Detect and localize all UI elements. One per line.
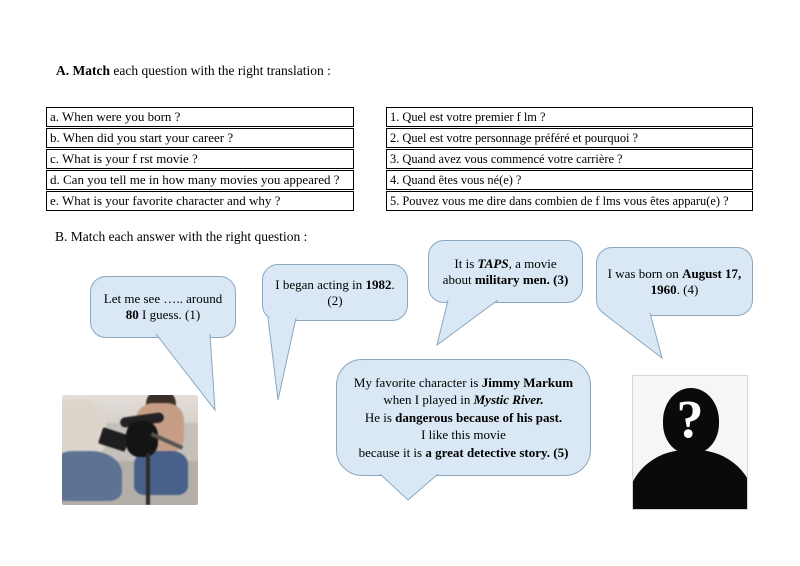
section-a-title [56,63,331,79]
bubble-5-tail [372,474,447,506]
section-a-title-rest: each question with the right translation : [110,63,331,78]
anonymous-silhouette-image [632,375,748,510]
speech-bubble-answer-2 [262,264,408,321]
bubble-2-text: I began acting in 1982. (2) [275,276,395,308]
speech-bubble-answer-5 [336,359,591,476]
question-mark-icon: ? [676,389,704,449]
translation-row-2: 2. Quel est votre personnage préféré et pourquoi ? [386,128,753,148]
bubble-4-text: I was born on August 17, 1960. (4) [607,265,742,297]
questions-table [46,107,354,212]
bubble-3-tail [425,300,505,348]
translations-table [386,107,753,212]
interviewee-jeans [134,451,188,495]
question-row-e: e. What is your favorite character and why ? [46,191,354,211]
bubble-2-tail [258,318,308,404]
bubble-3-line-2: about military men. (3) [442,271,569,287]
question-row-a: a. When were you born ? [46,107,354,127]
translation-row-3: 3. Quand avez vous commencé votre carrière ? [386,149,753,169]
question-row-d: d. Can you tell me in how many movies you appeared ? [46,170,354,190]
bubble-5-line-3: He is dangerous because of his past. [364,409,563,425]
microphone-icon [126,421,158,457]
bubble-3-line-1: It is TAPS, a movie [454,255,557,271]
translation-row-5: 5. Pouvez vous me dire dans combien de f lms vous êtes apparu(e) ? [386,191,753,211]
bubble-1-tail [150,334,230,416]
section-a-title-bold: A. Match [56,63,110,78]
bubble-5-line-4: I like this movie [421,427,506,443]
bubble-4-tail [595,313,670,363]
bubble-5-line-5: because it is a great detective story. (5) [358,444,569,460]
question-row-b: b. When did you start your career ? [46,128,354,148]
speech-bubble-answer-3 [428,240,583,303]
speech-bubble-answer-1 [90,276,236,338]
question-row-c: c. What is your f rst movie ? [46,149,354,169]
microphone-stand [146,453,150,505]
silhouette-shoulders [632,450,748,510]
translation-row-4: 4. Quand êtes vous né(e) ? [386,170,753,190]
bubble-5-line-1: My favorite character is Jimmy Markum [353,374,574,390]
speech-bubble-answer-4 [596,247,753,316]
bubble-5-line-2: when I played in Mystic River. [383,392,544,408]
translation-row-1: 1. Quel est votre premier f lm ? [386,107,753,127]
bubble-1-text: Let me see ….. around 80 I guess. (1) [103,291,223,322]
interviewer-torso [62,399,106,459]
section-b-title: B. Match each answer with the right question : [55,229,308,244]
interviewer-jeans [62,451,122,501]
